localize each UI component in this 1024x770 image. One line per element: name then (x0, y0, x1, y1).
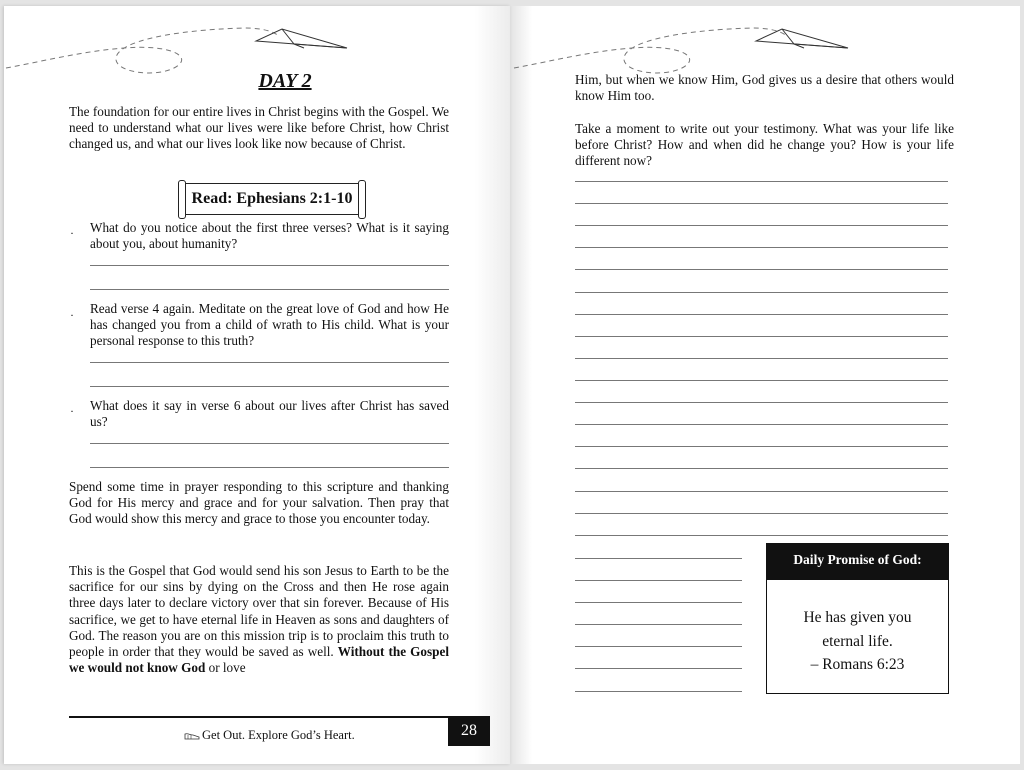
answer-line (90, 467, 449, 468)
footer (184, 728, 355, 743)
answer-line (90, 443, 449, 444)
promise-line: – Romans 6:23 (810, 656, 905, 673)
page-number: 28 (448, 716, 490, 746)
answer-line (90, 265, 449, 266)
scripture-scroll-box (181, 183, 363, 215)
answer-line (575, 314, 948, 315)
footer-text: Get Out. Explore God’s Heart. (202, 728, 355, 742)
answer-line (575, 558, 742, 559)
answer-line (575, 446, 948, 447)
answer-line (575, 624, 742, 625)
bullet-icon: · (70, 226, 74, 240)
answer-line (575, 292, 948, 293)
question-2: Read verse 4 again. Meditate on the great love of God and how He has changed you from a child of wrath to His child. What is your personal response to this truth? (90, 301, 449, 349)
bullet-icon: · (70, 404, 74, 418)
answer-line (575, 380, 948, 381)
answer-line (575, 424, 948, 425)
answer-line (575, 247, 948, 248)
answer-line (575, 580, 742, 581)
paper-airplane-icon (256, 29, 347, 48)
answer-line (575, 468, 948, 469)
answer-line (575, 203, 948, 204)
answer-line (575, 602, 742, 603)
shoe-icon (184, 732, 200, 741)
answer-line (575, 535, 948, 536)
answer-line (575, 646, 742, 647)
answer-line (575, 358, 948, 359)
left-page (4, 6, 510, 764)
answer-line (575, 402, 948, 403)
answer-line (575, 225, 948, 226)
day-title: DAY 2 (258, 70, 312, 92)
answer-line (575, 269, 948, 270)
promise-line: He has given you (803, 609, 912, 626)
bullet-icon: · (70, 308, 74, 322)
gospel-text: This is the Gospel that God would send his son Jesus to Earth to be the sacrifice for our sins by dying on the Cross and then He rose again three days later to declare victory over that sin forever. Because of His sacrifice, we get to have eternal life in Heaven as sons and daughters of God. The reason you are on this mission trip is to proclaim this truth to people in order that they would be saved as well. (69, 563, 449, 660)
answer-line (575, 513, 948, 514)
gospel-tail-text: or love (205, 660, 246, 676)
answer-line (575, 336, 948, 337)
paper-airplane-icon (756, 29, 848, 48)
read-label: Read: Ephesians 2:1-10 (191, 190, 353, 207)
answer-line (575, 491, 948, 492)
promise-title: Daily Promise of God: (767, 544, 948, 580)
footer-rule (69, 716, 449, 718)
promise-line: eternal life. (822, 632, 893, 650)
daily-promise-box (766, 543, 949, 694)
gospel-bold-text: Without the Gospel we would not know God (69, 644, 449, 676)
question-1: What do you notice about the first three verses? What is it saying about you, about humanity? (90, 220, 449, 252)
question-3: What does it say in verse 6 about our lives after Christ has saved us? (90, 398, 449, 430)
prayer-paragraph: Spend some time in prayer responding to this scripture and thanking God for His mercy and grace and for your salvation. Then pray that God would show this mercy and grace to those you encounter today. (69, 479, 449, 527)
testimony-prompt: Take a moment to write out your testimony. What was your life like before Christ? How and when did he change you? How is your life different now? (575, 121, 954, 169)
answer-line (575, 691, 742, 692)
answer-line (90, 362, 449, 363)
intro-paragraph: The foundation for our entire lives in Christ begins with the Gospel. We need to understand what our lives were like before Christ, how Christ changed us, and what our lives look like now because of Christ. (69, 104, 449, 152)
answer-line (90, 289, 449, 290)
continued-paragraph: Him, but when we know Him, God gives us a desire that others would know Him too. (575, 72, 954, 104)
answer-line (575, 668, 742, 669)
answer-line (575, 181, 948, 182)
gospel-paragraph (69, 563, 449, 676)
answer-line (90, 386, 449, 387)
promise-body (767, 580, 948, 677)
